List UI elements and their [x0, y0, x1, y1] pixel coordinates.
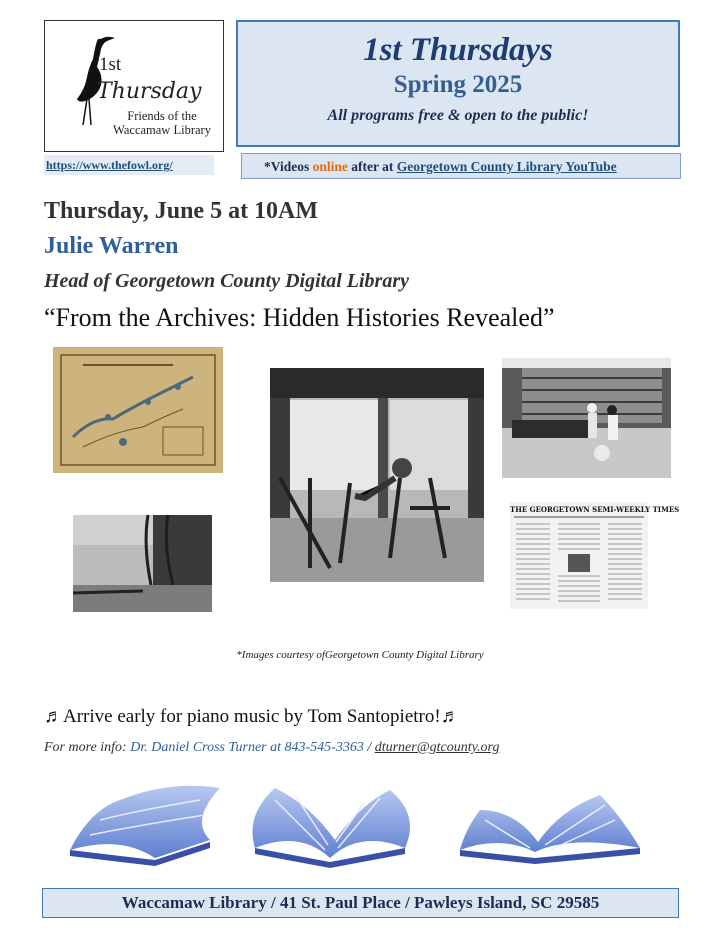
image-credit: *Images courtesy ofGeorgetown County Digital Library — [236, 649, 484, 661]
talk-title: “From the Archives: Hidden Histories Revealed” — [44, 303, 555, 332]
page-title: 1st Thursdays — [363, 32, 553, 68]
book-left — [70, 786, 220, 866]
footer-address: Waccamaw Library / 41 St. Paul Place / Pawleys Island, SC 29585 — [42, 888, 679, 918]
logo-number: 1st — [99, 54, 122, 75]
speaker-role: Head of Georgetown County Digital Library — [44, 270, 409, 292]
contact-info: For more info: Dr. Daniel Cross Turner at 843-545-3363 / dturner@gtcounty.org — [44, 740, 500, 755]
logo-subtitle: Friends of the Waccamaw Library — [113, 109, 211, 137]
newspaper-masthead: THE GEORGETOWN SEMI-WEEKLY TIMES — [510, 505, 680, 514]
open-books-image — [60, 780, 660, 870]
speaker-name: Julie Warren — [44, 233, 179, 259]
website-link-bg — [44, 155, 214, 175]
logo — [44, 20, 224, 152]
title-box — [236, 20, 680, 147]
online-word: online — [312, 159, 348, 174]
music-note: ♬Arrive early for piano music by Tom Santopietro!♬ — [44, 706, 460, 727]
tagline: All programs free & open to the public! — [327, 107, 589, 124]
season: Spring 2025 — [393, 71, 523, 98]
book-right — [460, 795, 640, 864]
porch-photo — [270, 368, 484, 582]
store-photo — [502, 358, 671, 478]
event-date: Thursday, June 5 at 10AM — [44, 198, 319, 224]
website-link[interactable]: https://www.thefowl.org/ — [46, 158, 173, 172]
newspaper-image — [510, 502, 680, 609]
youtube-link[interactable]: Georgetown County Library YouTube — [396, 159, 617, 174]
logo-script: Thursday — [97, 79, 202, 104]
map-image — [53, 347, 223, 473]
video-notice: *Videos online after at Georgetown County Library YouTube — [241, 153, 681, 179]
book-middle — [253, 788, 411, 868]
river-photo — [73, 515, 212, 612]
contact-name: Dr. Daniel Cross Turner at 843-545-3363 — [130, 740, 364, 755]
email-link[interactable]: dturner@gtcounty.org — [374, 740, 500, 755]
